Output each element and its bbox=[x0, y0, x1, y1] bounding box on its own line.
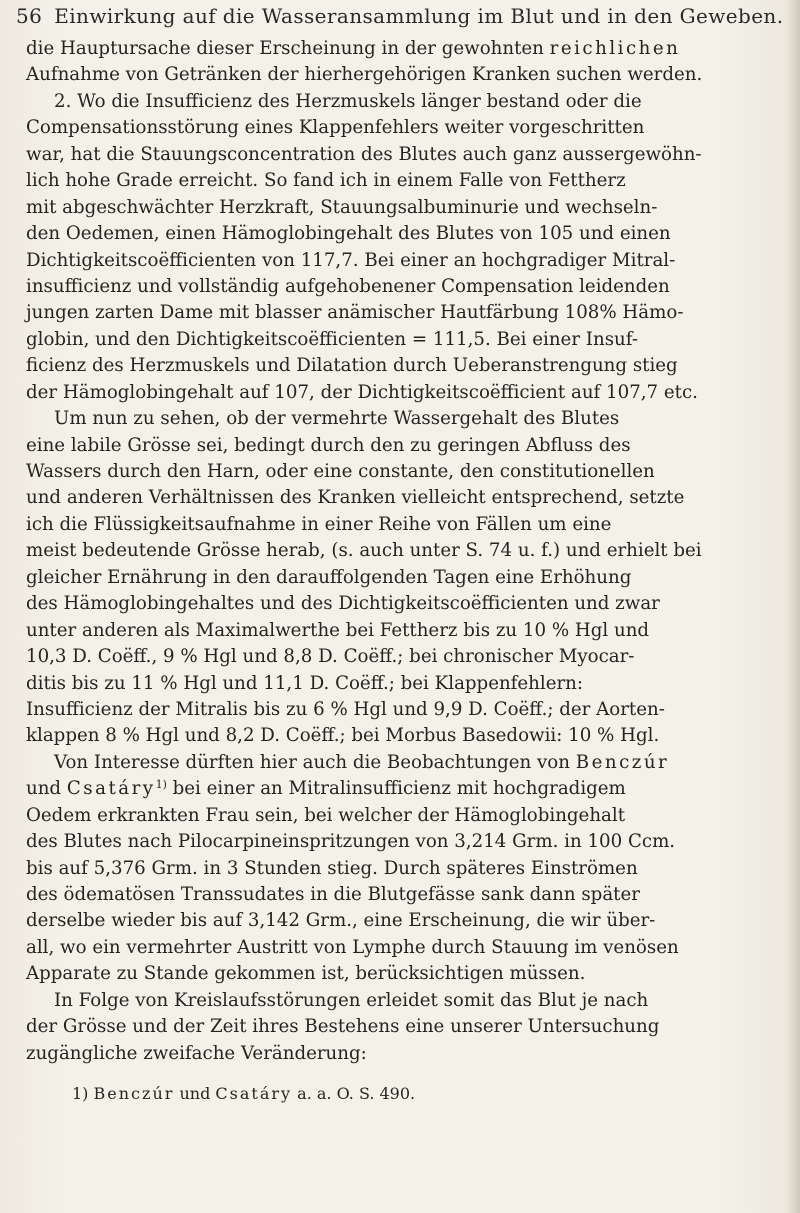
text-run: lich hohe Grade erreicht. So fand ich in einem Falle von Fettherz bbox=[26, 170, 626, 192]
text-line bbox=[26, 89, 796, 115]
text-run: eine labile Grösse sei, bedingt durch den zu geringen Abfluss des bbox=[26, 434, 631, 456]
text-run: insufficienz und vollständig aufgehobenener Compensation leidenden bbox=[26, 275, 670, 297]
text-line bbox=[26, 115, 796, 141]
text-line bbox=[26, 882, 796, 908]
text-run: jungen zarten Dame mit blasser anämischer Hautfärbung 108% Hämo- bbox=[26, 302, 684, 324]
text-run: Wassers durch den Harn, oder eine constante, den constitutionellen bbox=[26, 461, 655, 482]
text-run: unter anderen als Maximalwerthe bei Fettherz bis zu 10 % Hgl und bbox=[26, 619, 650, 641]
text-line bbox=[26, 168, 796, 194]
running-header bbox=[16, 4, 784, 28]
text-run: ich die Flüssigkeitsaufnahme in einer Reihe von Fällen um eine bbox=[26, 513, 612, 535]
text-run: Von Interesse dürften hier auch die Beobachtungen von bbox=[54, 751, 576, 773]
footnote bbox=[72, 1084, 415, 1103]
text-run: all, wo ein vermehrter Austritt von Lymphe durch Stauung im venösen bbox=[26, 936, 679, 958]
text-run: Insufficienz der Mitralis bis zu 6 % Hgl und 9,9 D. Coëff.; der Aorten- bbox=[26, 698, 665, 720]
text-line bbox=[26, 829, 796, 855]
text-run: gleicher Ernährung in den darauffolgenden Tagen eine Erhöhung bbox=[26, 566, 632, 588]
text-run: war, hat die Stauungsconcentration des Blutes auch ganz aussergewöhn- bbox=[26, 143, 702, 165]
text-run: der Hämoglobingehalt auf 107, der Dichtigkeitscoëfficient auf 107,7 etc. bbox=[26, 381, 698, 403]
text-line bbox=[26, 671, 796, 697]
text-run: Um nun zu sehen, ob der vermehrte Wassergehalt des Blutes bbox=[54, 408, 620, 430]
text-line bbox=[26, 697, 796, 723]
text-line bbox=[26, 1041, 796, 1067]
text-line bbox=[26, 750, 796, 776]
text-line bbox=[26, 538, 796, 564]
text-line bbox=[26, 961, 796, 987]
text-line bbox=[26, 935, 796, 961]
text-run: und anderen Verhältnissen des Kranken vielleicht entsprechend, setzte bbox=[26, 487, 685, 509]
text-line bbox=[26, 274, 796, 300]
footnote-ref: 1) bbox=[155, 778, 167, 792]
footnote-author: Csatáry bbox=[215, 1084, 293, 1103]
text-line bbox=[26, 856, 796, 882]
text-line bbox=[26, 723, 796, 749]
text-run: Aufnahme von Getränken der hierhergehörigen Kranken suchen werden. bbox=[26, 64, 703, 86]
text-line bbox=[26, 248, 796, 274]
text-line bbox=[26, 142, 796, 168]
text-line bbox=[26, 908, 796, 934]
text-line bbox=[26, 195, 796, 221]
footnote-reference: a. a. O. S. 490. bbox=[292, 1084, 416, 1103]
text-line bbox=[26, 433, 796, 459]
text-run: mit abgeschwächter Herzkraft, Stauungsalbuminurie und wechseln- bbox=[26, 196, 658, 218]
text-run: meist bedeutende Grösse herab, (s. auch unter S. 74 u. f.) und erhielt bei bbox=[26, 540, 702, 562]
text-line bbox=[26, 988, 796, 1014]
text-run: 10,3 D. Coëff., 9 % Hgl und 8,8 D. Coëff.; bei chronischer Myocar- bbox=[26, 646, 635, 668]
text-run: Apparate zu Stande gekommen ist, berücksichtigen müssen. bbox=[26, 963, 586, 985]
text-run: klappen 8 % Hgl und 8,2 D. Coëff.; bei Morbus Basedowii: 10 % Hgl. bbox=[26, 725, 660, 747]
text-line bbox=[26, 353, 796, 379]
footnote-author: Benczúr bbox=[93, 1084, 175, 1103]
emphasized-name: Benczúr bbox=[575, 751, 670, 773]
text-line bbox=[26, 62, 796, 88]
text-line bbox=[26, 327, 796, 353]
emphasized-name: Csatáry bbox=[66, 778, 156, 800]
text-line bbox=[26, 221, 796, 247]
text-line bbox=[26, 36, 796, 62]
text-line bbox=[26, 485, 796, 511]
text-run: des Hämoglobingehaltes und des Dichtigkeitscoëfficienten und zwar bbox=[26, 593, 660, 615]
text-line bbox=[26, 618, 796, 644]
text-run: ditis bis zu 11 % Hgl und 11,1 D. Coëff.; bei Klappenfehlern: bbox=[26, 672, 583, 694]
running-title: Einwirkung auf die Wasseransammlung im Blut und in den Geweben. bbox=[54, 4, 784, 28]
text-line bbox=[26, 776, 796, 802]
text-run: ficienz des Herzmuskels und Dilatation durch Ueberanstrengung stieg bbox=[26, 355, 678, 377]
footnote-marker: 1) bbox=[72, 1084, 89, 1103]
text-line bbox=[26, 1014, 796, 1040]
text-line bbox=[26, 459, 796, 485]
text-run: bis auf 5,376 Grm. in 3 Stunden stieg. Durch späteres Einströmen bbox=[26, 857, 638, 879]
text-line bbox=[26, 300, 796, 326]
body-text bbox=[26, 36, 796, 1067]
text-run: derselbe wieder bis auf 3,142 Grm., eine Erscheinung, die wir über- bbox=[26, 910, 656, 932]
text-run: Dichtigkeitscoëfficienten von 117,7. Bei einer an hochgradiger Mitral- bbox=[26, 249, 676, 271]
footnote-conjunction: und bbox=[174, 1084, 216, 1103]
text-run: bei einer an Mitralinsufficienz mit hochgradigem bbox=[166, 778, 626, 800]
text-run: die Hauptursache dieser Erscheinung in der gewohnten bbox=[26, 38, 550, 59]
text-run: des Blutes nach Pilocarpineinspritzungen von 3,214 Grm. in 100 Ccm. bbox=[26, 831, 676, 853]
text-run: Compensationsstörung eines Klappenfehlers weiter vorgeschritten bbox=[26, 117, 645, 139]
text-run: 2. Wo die Insufficienz des Herzmuskels länger bestand oder die bbox=[54, 90, 642, 112]
text-line bbox=[26, 512, 796, 538]
text-line bbox=[26, 644, 796, 670]
text-run: den Oedemen, einen Hämoglobingehalt des Blutes von 105 und einen bbox=[26, 223, 671, 245]
text-line bbox=[26, 591, 796, 617]
text-line bbox=[26, 380, 796, 406]
text-run: des ödematösen Transsudates in die Blutgefässe sank dann später bbox=[26, 884, 640, 905]
text-run: der Grösse und der Zeit ihres Bestehens eine unserer Untersuchung bbox=[26, 1016, 660, 1038]
text-run: zugängliche zweifache Veränderung: bbox=[26, 1042, 367, 1064]
text-run: In Folge von Kreislaufsstörungen erleidet somit das Blut je nach bbox=[54, 989, 649, 1011]
text-line bbox=[26, 803, 796, 829]
text-run: und bbox=[26, 778, 67, 800]
emphasized-name: reichlichen bbox=[549, 38, 681, 59]
text-line bbox=[26, 565, 796, 591]
page-number: 56 bbox=[16, 4, 43, 28]
text-run: Oedem erkrankten Frau sein, bei welcher der Hämoglobingehalt bbox=[26, 804, 626, 826]
text-run: globin, und den Dichtigkeitscoëfficienten = 111,5. Bei einer Insuf- bbox=[26, 328, 638, 350]
text-line bbox=[26, 406, 796, 432]
